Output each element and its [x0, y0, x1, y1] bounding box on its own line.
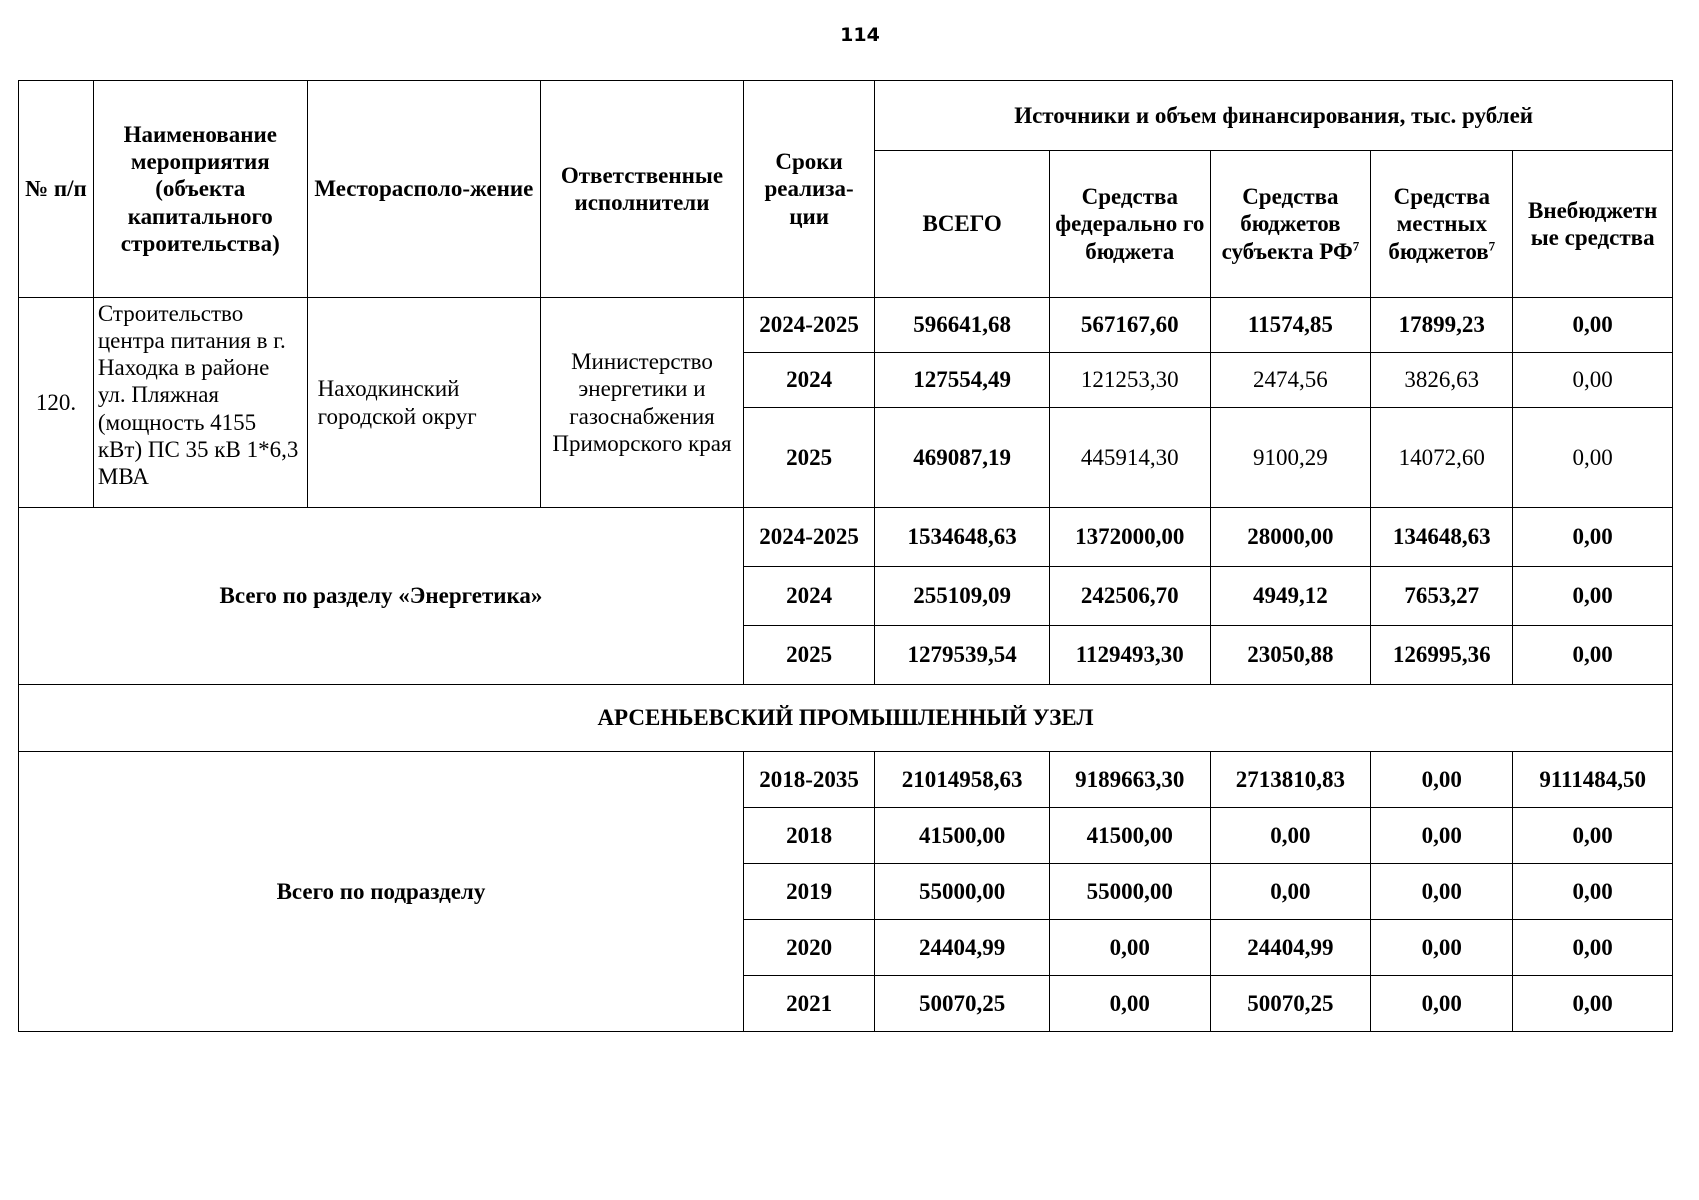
extra-cell: 0,00 [1513, 298, 1673, 353]
extra-cell: 0,00 [1513, 353, 1673, 408]
local-cell: 0,00 [1371, 752, 1513, 808]
total-cell: 1279539,54 [875, 626, 1050, 685]
total-cell: 21014958,63 [875, 752, 1050, 808]
total-cell: 596641,68 [875, 298, 1050, 353]
total-cell: 55000,00 [875, 864, 1050, 920]
local-cell: 0,00 [1371, 808, 1513, 864]
period-cell: 2021 [743, 976, 874, 1032]
header-name: Наименование мероприятия (объекта капитального строительства) [93, 81, 307, 298]
extra-cell: 0,00 [1513, 864, 1673, 920]
regional-cell: 2713810,83 [1210, 752, 1371, 808]
period-cell: 2024 [743, 353, 874, 408]
section-heading-row [19, 685, 1673, 752]
total-cell: 24404,99 [875, 920, 1050, 976]
regional-cell: 23050,88 [1210, 626, 1371, 685]
regional-cell: 50070,25 [1210, 976, 1371, 1032]
table-row [19, 298, 1673, 353]
table-row [19, 508, 1673, 567]
header-funding-group: Источники и объем финансирования, тыс. рублей [875, 81, 1673, 151]
extra-cell: 0,00 [1513, 508, 1673, 567]
period-cell: 2024-2025 [743, 508, 874, 567]
extra-cell: 0,00 [1513, 976, 1673, 1032]
header-executors: Ответственные исполнители [541, 81, 744, 298]
federal-cell: 0,00 [1049, 976, 1210, 1032]
period-cell: 2019 [743, 864, 874, 920]
regional-cell: 0,00 [1210, 864, 1371, 920]
federal-cell: 41500,00 [1049, 808, 1210, 864]
extra-cell: 9111484,50 [1513, 752, 1673, 808]
local-cell: 7653,27 [1371, 567, 1513, 626]
section-total-label: Всего по разделу «Энергетика» [19, 508, 744, 685]
local-cell: 17899,23 [1371, 298, 1513, 353]
header-total: ВСЕГО [875, 151, 1050, 298]
item-location: Находкинский городской округ [307, 298, 540, 508]
subsection-total-label: Всего по подразделу [19, 752, 744, 1032]
period-cell: 2018-2035 [743, 752, 874, 808]
extra-cell: 0,00 [1513, 920, 1673, 976]
total-cell: 127554,49 [875, 353, 1050, 408]
financing-table [18, 80, 1673, 1032]
page-number: 114 [840, 24, 880, 46]
header-location: Месторасполо-жение [307, 81, 540, 298]
regional-cell: 9100,29 [1210, 408, 1371, 508]
period-cell: 2020 [743, 920, 874, 976]
header-regional-footnote: 7 [1352, 237, 1360, 253]
regional-cell: 28000,00 [1210, 508, 1371, 567]
federal-cell: 0,00 [1049, 920, 1210, 976]
section-heading: АРСЕНЬЕВСКИЙ ПРОМЫШЛЕННЫЙ УЗЕЛ [19, 685, 1673, 752]
regional-cell: 11574,85 [1210, 298, 1371, 353]
local-cell: 14072,60 [1371, 408, 1513, 508]
federal-cell: 1372000,00 [1049, 508, 1210, 567]
local-cell: 0,00 [1371, 920, 1513, 976]
regional-cell: 24404,99 [1210, 920, 1371, 976]
federal-cell: 1129493,30 [1049, 626, 1210, 685]
total-cell: 41500,00 [875, 808, 1050, 864]
period-cell: 2024 [743, 567, 874, 626]
period-cell: 2024-2025 [743, 298, 874, 353]
local-cell: 126995,36 [1371, 626, 1513, 685]
period-cell: 2025 [743, 626, 874, 685]
regional-cell: 0,00 [1210, 808, 1371, 864]
header-period: Сроки реализа-ции [743, 81, 874, 298]
header-extrabudget: Внебюджетн ые средства [1513, 151, 1673, 298]
header-num: № п/п [19, 81, 94, 298]
extra-cell: 0,00 [1513, 808, 1673, 864]
extra-cell: 0,00 [1513, 567, 1673, 626]
regional-cell: 2474,56 [1210, 353, 1371, 408]
local-cell: 3826,63 [1371, 353, 1513, 408]
period-cell: 2025 [743, 408, 874, 508]
federal-cell: 567167,60 [1049, 298, 1210, 353]
local-cell: 134648,63 [1371, 508, 1513, 567]
local-cell: 0,00 [1371, 976, 1513, 1032]
regional-cell: 4949,12 [1210, 567, 1371, 626]
header-row-1 [19, 81, 1673, 151]
item-executors: Министерство энергетики и газоснабжения Приморского края [541, 298, 744, 508]
total-cell: 50070,25 [875, 976, 1050, 1032]
federal-cell: 9189663,30 [1049, 752, 1210, 808]
federal-cell: 121253,30 [1049, 353, 1210, 408]
header-regional-label: Средства бюджетов субъекта РФ [1221, 184, 1353, 264]
item-num: 120. [19, 298, 94, 508]
header-local-label: Средства местных бюджетов [1388, 184, 1490, 264]
federal-cell: 55000,00 [1049, 864, 1210, 920]
table-row [19, 752, 1673, 808]
header-regional [1210, 151, 1371, 298]
header-federal: Средства федерально го бюджета [1049, 151, 1210, 298]
extra-cell: 0,00 [1513, 626, 1673, 685]
federal-cell: 445914,30 [1049, 408, 1210, 508]
local-cell: 0,00 [1371, 864, 1513, 920]
item-name: Строительство центра питания в г. Находка в районе ул. Пляжная (мощность 4155 кВт) ПС 35 кВ 1*6,3 МВА [93, 298, 307, 508]
total-cell: 255109,09 [875, 567, 1050, 626]
total-cell: 469087,19 [875, 408, 1050, 508]
total-cell: 1534648,63 [875, 508, 1050, 567]
header-local-footnote: 7 [1488, 237, 1496, 253]
federal-cell: 242506,70 [1049, 567, 1210, 626]
header-local [1371, 151, 1513, 298]
extra-cell: 0,00 [1513, 408, 1673, 508]
period-cell: 2018 [743, 808, 874, 864]
